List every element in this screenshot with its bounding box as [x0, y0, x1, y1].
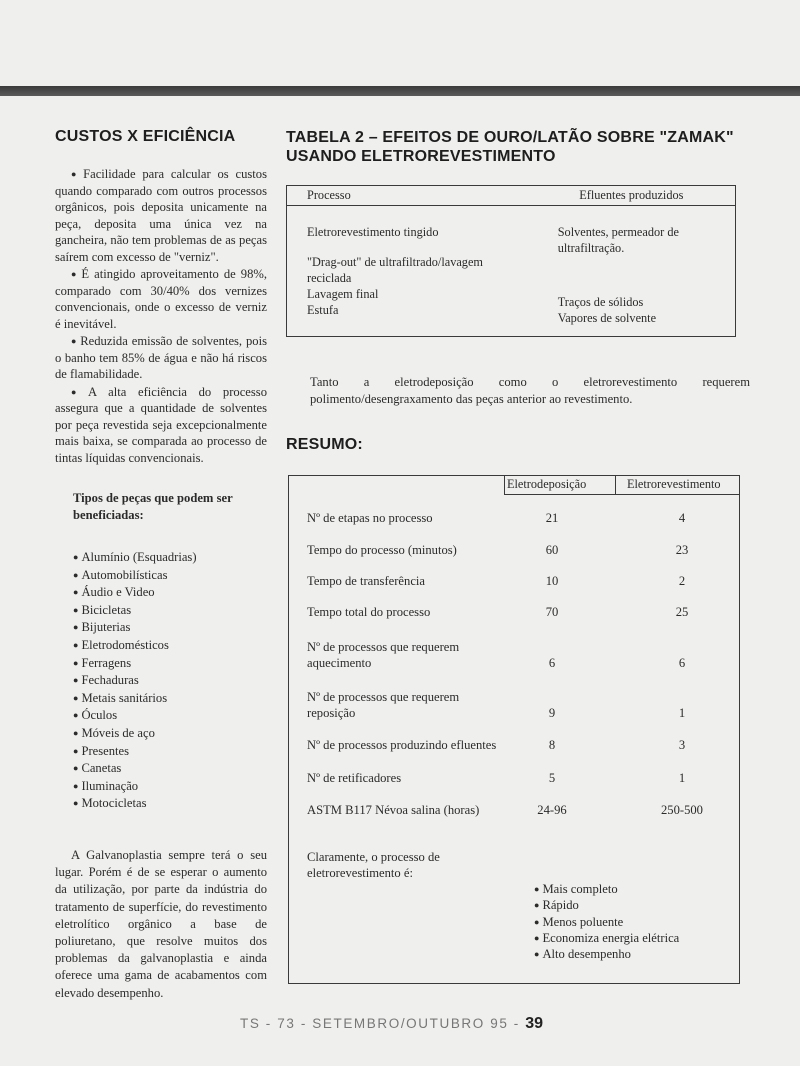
column-header: Eletrodeposição — [507, 477, 587, 491]
list-item: ● Presentes — [73, 743, 267, 761]
page-number: 39 — [525, 1015, 544, 1032]
row-label: Tempo de transferência — [307, 574, 425, 588]
list-item: ● Ferragens — [73, 655, 267, 673]
value-eletrodeposicao: 6 — [548, 656, 556, 670]
note-paragraph: Tanto a eletrodeposição como o eletrorevestimento requerem polimento/desengraxamento das peças anterior ao revestimento. — [310, 374, 750, 406]
list-item: ● Metais sanitários — [73, 690, 267, 708]
process-item: Eletrorevestimento tingido — [307, 225, 439, 239]
closing-paragraph: A Galvanoplastia sempre terá o seu lugar. Porém é de se esperar o aumento da utilização, por parte da indústria do tratamento de superfície, do revestimento eletrolítico orgânico a base de poliuretano, que resolve muitos dos problemas da galvanoplastia e ainda oferece uma gama de acabamentos com elevado desempenho. — [55, 847, 267, 1000]
paragraph: ● Facilidade para calcular os custos quando comparado com outros processos orgânicos, pois deposita unicamente na peça, deposita uma única vez na gancheira, não tem problemas de as peças saírem com excesso de "verniz". — [55, 166, 267, 265]
paragraph: ● Reduzida emissão de solventes, pois o banho tem 85% de água e não há riscos de flamabilidade. — [55, 333, 267, 383]
value-eletrorevestimento: 4 — [678, 511, 686, 525]
value-eletrodeposicao: 5 — [548, 771, 556, 785]
table-header-row — [287, 186, 736, 206]
value-eletrorevestimento: 1 — [678, 771, 686, 785]
section-title: CUSTOS X EFICIÊNCIA — [55, 128, 236, 145]
value-eletrorevestimento: 1 — [678, 706, 686, 720]
value-eletrodeposicao: 8 — [548, 738, 556, 752]
list-item: ● Bicicletas — [73, 602, 267, 620]
list-item: ● Áudio e Video — [73, 584, 267, 602]
summary-table — [288, 475, 740, 984]
parts-title: Tipos de peças que podem ser beneficiadas: — [73, 491, 233, 522]
process-item: Estufa — [307, 303, 339, 317]
column-header: Efluentes produzidos — [518, 186, 736, 206]
list-item: ● Economiza energia elétrica — [534, 930, 679, 946]
list-item: ● Eletrodomésticos — [73, 637, 267, 655]
row-label: Tempo do processo (minutos) — [307, 543, 457, 557]
effluent-item: Vapores de solvente — [557, 311, 657, 325]
value-eletrorevestimento: 2 — [678, 574, 686, 588]
header-rule — [0, 86, 800, 96]
value-eletrorevestimento: 3 — [678, 738, 686, 752]
list-item: ● Óculos — [73, 707, 267, 725]
row-label: ASTM B117 Névoa salina (horas) — [307, 803, 480, 817]
table-title: TABELA 2 – EFEITOS DE OURO/LATÃO SOBRE "ZAMAK" USANDO ELETROREVESTIMENTO — [286, 129, 734, 165]
value-eletrodeposicao: 21 — [545, 511, 559, 525]
summary-header — [504, 476, 739, 495]
list-item: ● Alto desempenho — [534, 946, 679, 962]
list-item: ● Bijuterias — [73, 619, 267, 637]
list-item: ● Motocicletas — [73, 795, 267, 813]
value-eletrodeposicao: 9 — [548, 706, 556, 720]
row-label: Nº de processos produzindo efluentes — [307, 738, 497, 752]
value-eletrodeposicao: 10 — [545, 574, 559, 588]
list-item: ● Iluminação — [73, 778, 267, 796]
list-item: ● Menos poluente — [534, 914, 679, 930]
list-item: ● Automobilísticas — [73, 567, 267, 585]
effluent-item: Traços de sólidos — [557, 295, 644, 309]
list-item: ● Alumínio (Esquadrias) — [73, 549, 267, 567]
paragraph: ● É atingido aproveitamento de 98%, comparado com 30/40% dos vernizes convencionais, onde o excesso de verniz é inevitável. — [55, 266, 267, 332]
value-eletrorevestimento: 6 — [678, 656, 686, 670]
process-item: "Drag-out" de ultrafiltrado/lavagem reciclada — [307, 255, 483, 285]
paragraph: ● A alta eficiência do processo assegura que a quantidade de solventes por peça revestida seja excepcionalmente mais baixa, se comparada ao processo de tintas líquidas convencionais. — [55, 384, 267, 467]
list-item: ● Mais completo — [534, 881, 679, 897]
column-header: Eletrorevestimento — [627, 477, 721, 491]
effluent-item: Solventes, permeador de ultrafiltração. — [557, 225, 679, 255]
value-eletrodeposicao: 60 — [545, 543, 559, 557]
left-column — [55, 128, 267, 1014]
row-label: Tempo total do processo — [307, 605, 431, 619]
table-row — [287, 206, 736, 337]
column-header: Processo — [287, 186, 518, 206]
value-eletrorevestimento: 250-500 — [661, 803, 703, 817]
footer-text: TS - 73 - SETEMBRO/OUTUBRO 95 - — [240, 1016, 520, 1031]
table-cell — [518, 206, 736, 337]
table-cell — [287, 206, 518, 337]
value-eletrorevestimento: 25 — [675, 605, 689, 619]
conclusion-text: Claramente, o processo de eletrorevestimento é: — [307, 850, 440, 880]
value-eletrodeposicao: 24-96 — [537, 803, 567, 817]
advantages-list — [534, 881, 679, 962]
value-eletrorevestimento: 23 — [675, 543, 689, 557]
process-item: Lavagem final — [307, 287, 379, 301]
effects-table — [286, 185, 736, 337]
row-label: Nº de etapas no processo — [307, 511, 433, 525]
list-item: ● Rápido — [534, 897, 679, 913]
row-label: Nº de processos que requerem aquecimento — [307, 640, 460, 670]
parts-list — [55, 549, 267, 813]
resumo-title: RESUMO: — [286, 436, 363, 453]
row-label: Nº de retificadores — [307, 771, 402, 785]
value-eletrodeposicao: 70 — [545, 605, 559, 619]
row-label: Nº de processos que requerem reposição — [307, 690, 460, 720]
list-item: ● Canetas — [73, 760, 267, 778]
page-footer — [240, 1015, 580, 1033]
list-item: ● Móveis de aço — [73, 725, 267, 743]
list-item: ● Fechaduras — [73, 672, 267, 690]
right-column — [286, 128, 750, 962]
